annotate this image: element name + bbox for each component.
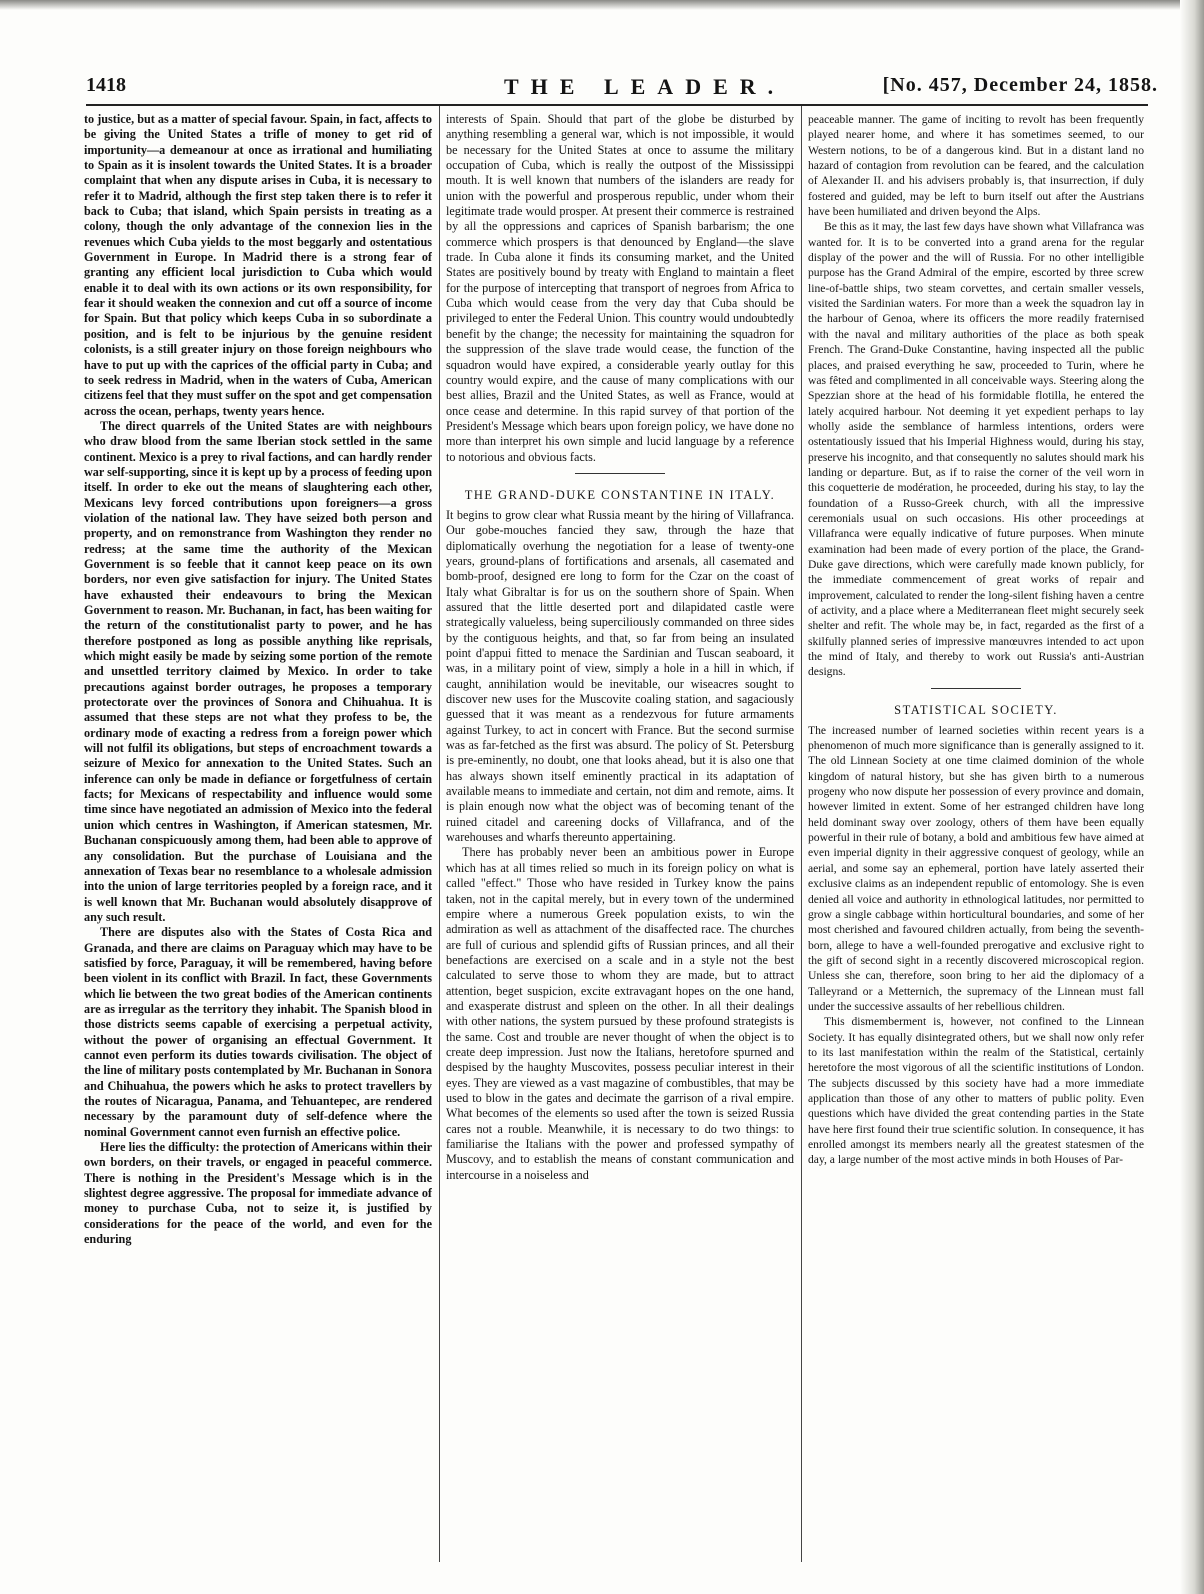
column-1 (84, 112, 432, 1564)
column-2 (446, 112, 794, 1564)
masthead: THE LEADER. (504, 74, 786, 99)
page-number: 1418 (86, 74, 126, 96)
article-paragraph: It begins to grow clear what Russia meant by the hiring of Villafranca. Our gobe-mouches fancied they saw, through the haze that diplomatically overhung the negotiation for a lease of twenty-one years, ground-plans of fortifications and arsenals, all casemated and bomb-proof, designed ere long to form for the Czar on the coast of Italy what Gibraltar is for us on the southern shore of Spain. When assured that the little deserted port and dilapidated castle were strategically valueless, being superciliously commanded on three sides by the contiguous heights, and that, so far from being an insulated point d'appui fitted to menace the Sardinian and Tuscan seaboard, it was, in a military point of view, simply a hole in a hill in which, if caught, annihilation would be inevitable, our wiseacres sought to discover new uses for the Muscovite coaling station, and sagaciously guessed that it was meant as a rendezvous for future armaments against Turkey, to act in concert with France. But the second surmise was as far-fetched as the first was absurd. The policy of St. Petersburg is pre-eminently, no doubt, one that looks ahead, but it is also one that has always shown itself eminently practical in its adaptation of available means to immediate and certain, not dim and remote, aims. It is plain enough now what the object was of becoming tenant of the ruined citadel and careening docks of Villafranca, and of the warehouses and wharfs thereunto appertaining. (446, 507, 794, 845)
page-header (86, 74, 1158, 104)
article-paragraph: This dismemberment is, however, not confined to the Linnean Society. It has equally disintegrated others, but we shall now only refer to its last manifestation within the realm of the Statistical, certainly heretofore the most vigorous of all the scientific institutions of London. The subjects discussed by this society have had a more immediate application than those of any other to matters of public polity. Even questions which have divided the great contending parties in the State have here first found their true scientific solution. In consequence, it has enrolled amongst its members nearly all the greatest statesmen of the day, a large number of the most active minds in both Houses of Par- (808, 1015, 1144, 1167)
article-paragraph: interests of Spain. Should that part of the globe be disturbed by anything resembling a general war, which is not impossible, it would be necessary for the United States at once to assume the military occupation of Cuba, which is really the outpost of the Mississippi mouth. It is well known that numbers of the islanders are ready for union with the powerful and prosperous republic, under whom their legitimate trade would prosper. At present their commerce is restrained by all the oppressions and caprices of Spanish barbarism; the one commerce which prospers is that denounced by England—the slave trade. In Cuba alone it finds its consuming market, and the United States are positively bound by treaty with England to maintain a fleet for the purpose of intercepting that transport of negroes from Africa to Cuba which would cease from the very day that Cuba should be privileged to enter the Federal Union. This country would undoubtedly benefit by the change; the necessity for maintaining the squadron for the suppression of the slave trade would cease, the function of the squadron would have expired, a considerable yearly outlay for this country would expire, and the cause of many complications with our best allies, Brazil and the United States, as well as France, would at once cease and determine. In this rapid survey of that portion of the President's Message which bears upon foreign policy, we have done no more than interpret his own simple and lucid language by a reference to notorious and obvious facts. (446, 112, 794, 464)
issue-line: [No. 457, December 24, 1858. (882, 74, 1158, 96)
section-divider (931, 688, 1021, 689)
article-heading: STATISTICAL SOCIETY. (894, 702, 1058, 717)
article-heading: THE GRAND-DUKE CONSTANTINE IN ITALY. (464, 487, 776, 502)
article-paragraph: to justice, but as a matter of special favour. Spain, in fact, affects to be giving the United States a trifle of money to get rid of importunity—a demeanour at once as irrational and humiliating to Spain as it is insolent towards the United States. It is a broader complaint that when any dispute arises in Cuba, it is necessary to refer it to Madrid, although the first step taken there is to refer it back to Cuba; that island, which Spain persists in treating as a colony, though the only advantage of the connexion lies in the revenues which Cuba yields to the most beggarly and ostentatious Government in Europe. In Madrid there is a strong fear of granting any efficient local jurisdiction to Cuba which would enable it to deal with its own actions or its own responsibility, for fear it should weaken the connexion and cut off a source of income for Spain. But that policy which keeps Cuba in so subordinate a position, and is felt to be injurious by the genuine resident colonists, is a still greater injury on those foreign neighbours who have to put up with the caprices of the official party in Cuba; and to seek redress in Madrid, when in the waters of Cuba, American citizens feel that they must suffer on the spot and get compensation across the ocean, perhaps, twenty years hence. (84, 112, 432, 418)
article-paragraph: The direct quarrels of the United States are with neighbours who draw blood from the same Iberian stock settled in the same continent. Mexico is a prey to rival factions, and can hardly render war self-supporting, since it is kept up by a process of feeding upon itself. In order to eke out the means of slaughtering each other, Mexicans levy forced contributions upon foreigners—a gross violation of the national law. They have seized both person and property, and on remonstrance from Washington they render no redress; at the same time the authority of the Mexican Government is so feeble that it cannot keep peace on its own borders, nor even give satisfaction for injury. The United States have exhausted their endeavours to bring the Mexican Government to reason. Mr. Buchanan, in fact, has been waiting for the return of the constitutionalist party to power, and he has therefore postponed as long as possible anything like reprisals, which might easily be made by seizing some portion of the remote and unsettled territory claimed by Mexico. In order to take precautions against border outrages, he proposes a temporary protectorate over the provinces of Sonora and Chihuahua. It is assumed that these steps are not what they profess to be, the ordinary mode of exacting a redress from a foreign power which will not fulfil its obligations, but steps of encroachment towards a seizure of Mexico for annexation to the United States. Such an inference can only be made in defiance or forgetfulness of certain facts; for Mexicans of respectability and influence would some time since have negotiated an admission of Mexico into the federal union which centres in Washington, if American statesmen, Mr. Buchanan conspicuously among them, had been able to approve of any consolidation. But the purchase of Louisiana and the annexation of Texas bear no resemblance to a wholesale admission into the union of large territories peopled by a foreign race, and it is well known that Mr. Buchanan would absolutely disapprove of any such result. (84, 418, 432, 924)
article-paragraph: Be this as it may, the last few days have shown what Villafranca was wanted for. It is to be converted into a grand arena for the regular display of the power and the will of Russia. For no other intelligible purpose has the Grand Admiral of the empire, escorted by three screw line-of-battle ships, two steam corvettes, and certain smaller vessels, visited the Sardinian waters. For more than a week the squadron lay in the harbour of Genoa, where its officers the more readily fraternised with the naval and military authorities of the place as both speak French. The Grand-Duke Constantine, having inspected all the public places, and praised everything he saw, proceeded to Turin, where he was fêted and complimented in all conceivable ways. Steering along the Spezzian shore at the head of his formidable flotilla, he entered the lately acquired harbour. Not deeming it yet expedient perhaps to lay wholly aside the semblance of harmless intentions, orders were ostentatiously issued that his Imperial Highness would, during his stay, preserve his incognito, and that consequently no salutes should mark his landing or departure. But, as if to raise the corner of the veil worn in this coquetterie de modération, he proceeded, during his stay, to lay the foundation of a Russo-Greek church, with all the impressive ceremonials usual on such occasions. His other proceedings at Villafranca were equally indicative of future purposes. When minute examination had been made of every portion of the place, the Grand-Duke gave directions, which were carefully made known publicly, for the immediate commencement of great works of repair and improvement, calculated to render the long-silent fishing haven a centre of activity, and a place where a Mediterranean fleet might securely seek shelter and refit. The whole may be, in fact, regarded as the first of a skilfully planned series of impressive manœuvres intended to act upon the mind of Italy, and thereby to work out Russia's anti-Austrian designs. (808, 220, 1144, 679)
article-paragraph: There are disputes also with the States of Costa Rica and Granada, and there are claims on Paraguay which may have to be satisfied by force, Paraguay, it will be remembered, having before been violent in its conflict with Brazil. In fact, these Governments which lie between the two great bodies of the American continents are as irregular as the territory they inhabit. The Spanish blood in those districts seems capable of exercising a perpetual activity, without the power of organising an effectual Government. It cannot even perform its duties towards civilisation. The object of the line of military posts contemplated by Mr. Buchanan in Sonora and Chihuahua, the powers which he asks to protect travellers by the routes of Nicaragua, Panama, and Tehuantepec, are rendered necessary by the paramount duty of self-defence where the nominal Government cannot even furnish an effective police. (84, 925, 432, 1139)
article-paragraph: Here lies the difficulty: the protection of Americans within their own borders, on their travels, or engaged in peaceful commerce. There is nothing in the President's Message which is in the slightest degree aggressive. The proposal for immediate advance of money to purchase Cuba, not to seize it, is justified by considerations for the peace of the world, and even for the enduring (84, 1140, 432, 1247)
article-paragraph: There has probably never been an ambitious power in Europe which has at all times relied so much in its foreign policy on what is called "effect." Those who have resided in Turkey know the pains taken, not in the capital merely, but in every town of the undermined empire where a numerous Greek population exists, to win the admiration as well as attachment of the disaffected race. The churches are full of curious and splendid gifts of Russian princes, and all their benefactions are exercised on a scale and in a style not the best calculated to serve those to whom they are made, but to attract attention, beget suspicion, excite extravagant hopes on the one hand, and exasperate distrust and spleen on the other. In all their dealings with other nations, the system pursued by these profound strategists is the same. Cost and trouble are never thought of when the object is to create deep impression. Just now the Italians, heretofore spurned and despised by the haughty Muscovites, possess peculiar interest in their eyes. They are viewed as a vast magazine of combustibles, that may be used to blow in the gates and decimate the garrison of a rival empire. What becomes of the elements so used after the town is seized Russia cares not a rouble. Meanwhile, it is necessary to do two things: to familiarise the Italians with the power and professed sympathy of Muscovy, and to establish the means of constant communication and intercourse in a noiseless and (446, 845, 794, 1182)
column-3 (808, 112, 1144, 1564)
section-divider (575, 473, 665, 474)
article-paragraph: The increased number of learned societies within recent years is a phenomenon of much more significance than is generally assigned to it. The old Linnean Society at one time claimed dominion of the whole kingdom of natural history, but she has given birth to a numerous progeny who now dispute her possession of every province and domain, however limited in extent. Some of her estranged children have long held dominant sway over zoology, others of them have been equally powerful in their rule of botany, a bold and ambitious few have aimed at even imperial dignity in their aggressive conquest of geology, while an aerial, and some say an ephemeral, portion have lately asserted their exclusive claims as an independent republic of entomology. She is even denied all voice and authority in ethnological latitudes, nor permitted to grow a single cabbage within horticultural boundaries, and some of her most cherished and favoured children actually, from being the seventh-born, allege to have a well-founded prerogative and exclusive right to the gift of second sight in a recently discovered microscopical region. Unless she can, therefore, soon bring to her aid the diplomacy of a Talleyrand or a Metternich, the supremacy of the Linnean must fall under the successive assaults of her rebellious children. (808, 723, 1144, 1013)
article-paragraph: peaceable manner. The game of inciting to revolt has been frequently played nearer home, and where it has sometimes seemed, to our Western notions, to be of a dangerous kind. But in a distant land no hazard of contagion from revolution can be feared, and the calculation of Alexander II. and his advisers probably is, that insurrection, if duly fostered and guided, may be left to burn itself out after the Austrians have been humiliated and driven beyond the Alps. (808, 113, 1144, 219)
column-rule (801, 106, 802, 1562)
header-rule (86, 104, 1148, 106)
column-rule (439, 106, 440, 1562)
scan-binding-edge (1180, 0, 1204, 1594)
scan-top-edge (0, 0, 1204, 10)
